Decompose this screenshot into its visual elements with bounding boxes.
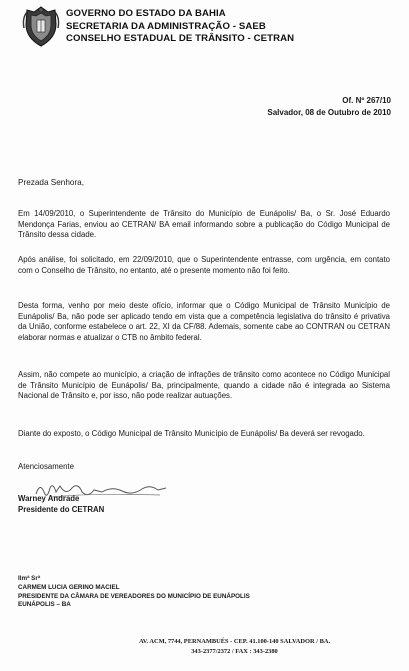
recipient-salutation: Ilmª Srª — [18, 575, 41, 582]
greeting: Prezada Senhora, — [18, 178, 84, 187]
paragraph-4: Assim, não compete ao município, a criação de infrações de trânsito como acontece no Código Municipal de Trânsito Município de Eunápolis/ Ba, principalmente, quando a cidade não é integrada ao Sistema Nacional de Trânsito e, por isso, não pode realizar autuações. — [18, 370, 390, 401]
footer-phones: 343-2377/2372 / FAX : 343-2380 — [191, 648, 278, 655]
reference-block — [267, 95, 391, 119]
paragraph-1: Em 14/09/2010, o Superintendente de Trânsito do Município de Eunápolis/ Ba, o Sr. José Eduardo Mendonça Farias, enviou ao CETRAN/ BA email informando sobre a publicação do Código Municipal de Trânsito dessa cidade. — [18, 209, 390, 240]
coat-of-arms-icon — [22, 6, 60, 48]
recipient-city: EUNÁPOLIS – BA — [18, 601, 71, 609]
letterhead-line-council: CONSELHO ESTADUAL DE TRÂNSITO - CETRAN — [66, 33, 295, 44]
letter-number: Of. Nº 267/10 — [342, 96, 391, 105]
paragraph-2: Após análise, foi solicitado, em 22/09/2010, que o Superintendente entrasse, com urgência, em contato com o Conselho de Trânsito, no entanto, até o presente momento não foi feito. — [18, 255, 390, 275]
place-date: Salvador, 08 de Outubro de 2010 — [267, 108, 391, 117]
recipient-block — [18, 575, 250, 610]
letterhead-line-secretariat: SECRETARIA DA ADMINISTRAÇÃO - SAEB — [66, 20, 266, 32]
letterhead-line-government: GOVERNO DO ESTADO DA BAHIA — [66, 8, 226, 19]
footer-address-line: AV. ACM, 7744, PERNAMBUÉS - CEP. 41.100-140 SALVADOR / BA. — [138, 638, 331, 645]
recipient-role: PRESIDENTE DA CÂMARA DE VEREADORES DO MUNICÍPIO DE EUNÁPOLIS — [18, 592, 250, 600]
signer-block — [18, 494, 104, 515]
letterhead — [66, 8, 294, 46]
paragraph-3: Desta forma, venho por meio deste ofício, informar que o Código Municipal de Trânsito Município de Eunápolis/ Ba, não pode ser aplicado tendo em vista que a competência legislativa do trânsito é privativa da União, conforme estabelece o art. 22, XI da CF/88. Ademais, somente cabe ao CONTRAN ou CETRAN elaborar normas e atualizar o CTB no âmbito federal. — [18, 301, 390, 342]
signer-name: Warney Andrade — [18, 494, 80, 503]
paragraph-5: Diante do exposto, o Código Municipal de Trânsito Município de Eunápolis/ Ba deverá ser revogado. — [18, 429, 365, 438]
recipient-name: CARMEM LUCIA GERINO MACIEL — [18, 583, 120, 591]
footer-address — [0, 637, 409, 657]
closing: Atenciosamente — [18, 462, 74, 471]
signer-title: Presidente do CETRAN — [18, 504, 105, 514]
